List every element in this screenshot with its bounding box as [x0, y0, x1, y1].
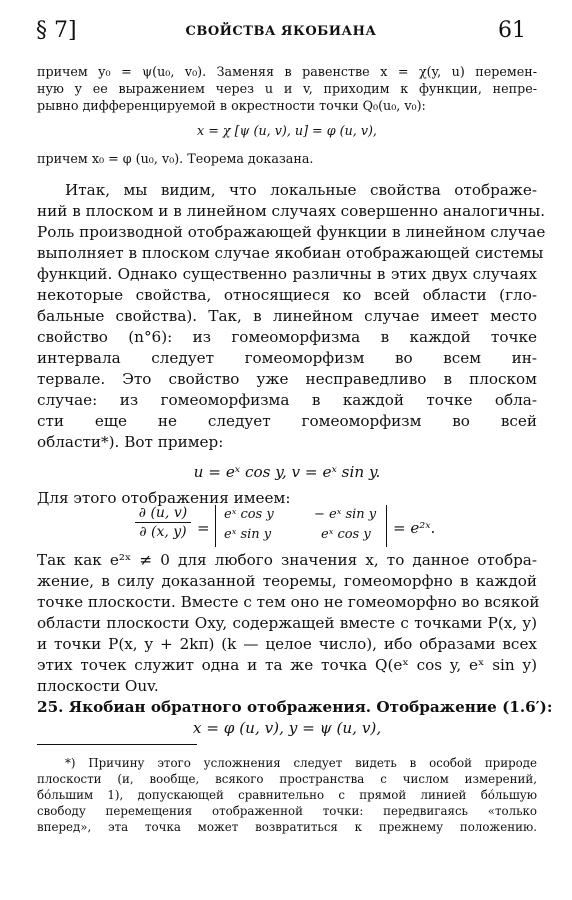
formula-inverse-mapping: x = φ (u, v), y = ψ (u, v), — [192, 719, 382, 737]
paragraph-line: функций. Однако существенно различны в этих двух случаях — [37, 265, 537, 283]
paragraph-line: Так как e²ˣ ≠ 0 для любого значения x, то данное отобра- — [37, 551, 537, 569]
paragraph-line: области*). Вот пример: — [37, 433, 224, 451]
footnote-line: *) Причину этого усложнения следует видеть в особой природе — [65, 756, 537, 770]
equals-sign: = — [197, 519, 210, 537]
footnote-divider — [37, 744, 197, 745]
formula-example-mapping: u = eˣ cos y, v = eˣ sin y. — [193, 463, 381, 481]
jacobian-denominator: ∂ (x, y) — [139, 524, 187, 540]
running-title: СВОЙСТВА ЯКОБИАНА — [185, 24, 377, 39]
section-heading: 25. Якобиан обратного отображения. Отображение (1.6′): — [37, 698, 553, 716]
text-line: рывно дифференцируемой в окрестности точки Q₀(u₀, v₀): — [37, 98, 426, 113]
footnote-line: свободу перемещения отображенной точки: передвигаясь «только — [37, 804, 537, 818]
paragraph-line: и точки P(x, y + 2kπ) (k — целое число), ибо образами всех — [37, 635, 537, 653]
paragraph-line: некоторые свойства, относящиеся ко всей области (гло- — [37, 286, 537, 304]
text-line: ную y ее выражением через u и v, приходим к функции, непре- — [37, 81, 537, 96]
determinant-matrix — [215, 505, 387, 547]
text-line: причем x₀ = φ (u₀, v₀). Теорема доказана. — [37, 151, 314, 166]
text-line: Для этого отображения имеем: — [37, 489, 291, 507]
paragraph-line: интервала следует гомеоморфизм во всем ин- — [37, 349, 537, 367]
paragraph-line: тервале. Это свойство уже несправедливо в плоском — [37, 370, 537, 388]
paragraph-line: точке плоскости. Вместе с тем оно не гомеоморфно во всякой — [37, 593, 540, 611]
paragraph-line: этих точек служит одна и та же точка Q(eˣ cos y, eˣ sin y) — [37, 656, 537, 674]
text-line: причем y₀ = ψ(u₀, v₀). Заменяя в равенстве x = χ(y, u) перемен- — [37, 64, 537, 79]
footnote-line: плоскости (и, вообще, всякого пространства с числом измерений, — [37, 772, 537, 786]
paragraph-line: бальные свойства). Так, в линейном случае имеет место — [37, 307, 537, 325]
paragraph-line: сти еще не следует гомеоморфизм во всей — [37, 412, 537, 430]
paragraph-line: Роль производной отображающей функции в линейном случае — [37, 223, 546, 241]
section-number: § 7] — [36, 18, 77, 43]
det-cell: − eˣ sin y — [314, 507, 377, 522]
paragraph-line: свойство (n°6): из гомеоморфизма в каждой точке — [37, 328, 537, 346]
formula-substitution: x = χ [ψ (u, v), u] = φ (u, v), — [197, 123, 377, 138]
footnote-line: бо́льшим 1), допускающей сравнительно с прямой линией бо́льшую — [37, 788, 537, 802]
jacobian-result: = e²ˣ. — [393, 519, 436, 537]
det-cell: eˣ cos y — [321, 527, 371, 542]
paragraph-line: ний в плоском и в линейном случаях совершенно аналогичны. — [37, 202, 546, 220]
paragraph-line: области плоскости Oxy, содержащей вместе с точками P(x, y) — [37, 614, 537, 632]
paragraph-line: Итак, мы видим, что локальные свойства отображе- — [65, 181, 537, 199]
paragraph-line: выполняет в плоском случае якобиан отображающей системы — [37, 244, 544, 262]
paragraph-line: случае: из гомеоморфизма в каждой точке обла- — [37, 391, 537, 409]
jacobian-fraction — [135, 505, 191, 540]
page-header — [36, 18, 526, 48]
paragraph-line: плоскости Ouv. — [37, 677, 159, 695]
page-number: 61 — [498, 18, 526, 43]
det-cell: eˣ sin y — [224, 527, 272, 542]
jacobian-formula — [135, 505, 455, 555]
footnote-line: вперед», эта точка может возвратиться к прежнему положению. — [37, 820, 537, 834]
jacobian-numerator: ∂ (u, v) — [135, 505, 191, 523]
det-cell: eˣ cos y — [224, 507, 274, 522]
paragraph-line: жение, в силу доказанной теоремы, гомеоморфно в каждой — [37, 572, 537, 590]
